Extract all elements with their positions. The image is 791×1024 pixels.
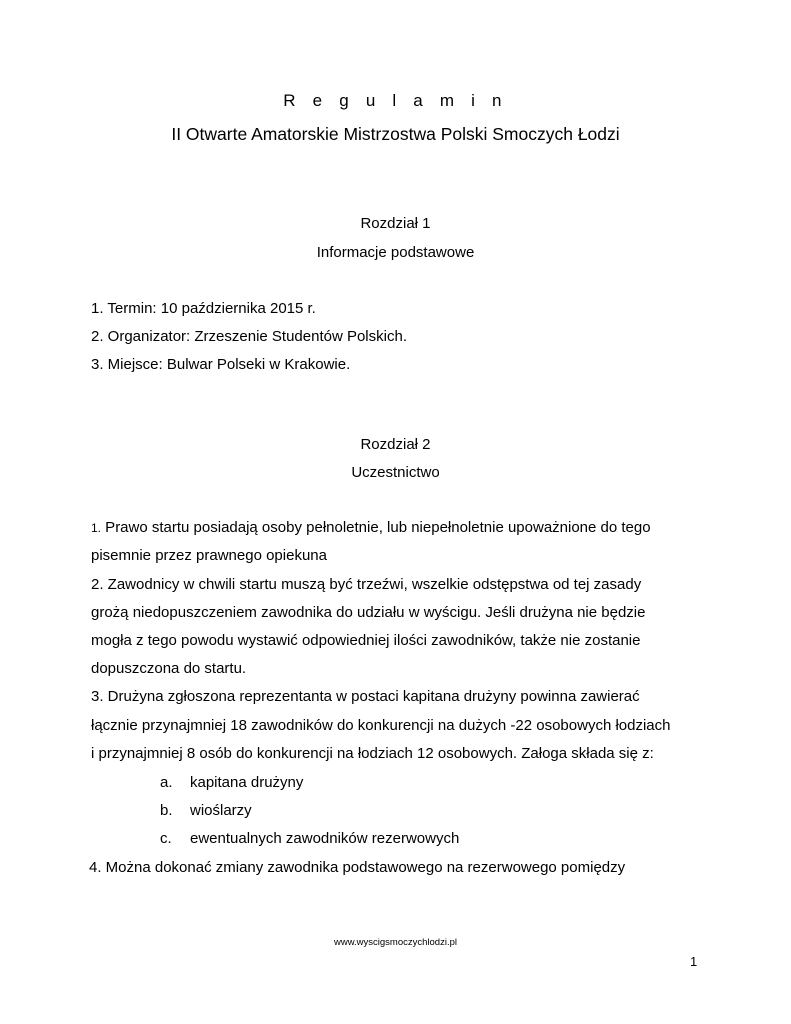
chapter-2-item-1-line-2: pisemnie przez prawnego opiekuna [91, 547, 327, 564]
chapter-2-item-3-subitem-b [160, 802, 252, 819]
document-title-spaced: R e g u l a m i n [283, 91, 508, 110]
chapter-2-item-2-line-2: grożą niedopuszczeniem zawodnika do udziału w wyścigu. Jeśli drużyna nie będzie [91, 604, 646, 621]
footer-website-url: www.wyscigsmoczychlodzi.pl [333, 937, 457, 948]
chapter-1-subheading: Informacje podstawowe [316, 244, 475, 261]
document-title-main: II Otwarte Amatorskie Mistrzostwa Polski Smoczych Łodzi [171, 124, 620, 144]
chapter-2-heading: Rozdział 2 [360, 436, 431, 453]
chapter-2-item-2-line-4: dopuszczona do startu. [91, 660, 247, 677]
chapter-2-item-3-line-3: i przynajmniej 8 osób do konkurencji na łodziach 12 osobowych. Załoga składa się z: [91, 745, 654, 762]
chapter-1-item-1: 1. Termin: 10 października 2015 r. [91, 300, 316, 317]
chapter-1-item-2: 2. Organizator: Zrzeszenie Studentów Polskich. [91, 328, 407, 345]
chapter-2-item-1-text: Prawo startu posiadają osoby pełnoletnie, lub niepełnoletnie upoważnione do tego [101, 519, 651, 536]
subitem-text: kapitana drużyny [190, 774, 304, 791]
chapter-2-item-3-subitem-a [160, 774, 303, 791]
chapter-2-item-3-line-1: 3. Drużyna zgłoszona reprezentanta w postaci kapitana drużyny powinna zawierać [91, 688, 640, 705]
subitem-text: wioślarzy [190, 802, 252, 819]
subitem-letter: a. [160, 774, 173, 791]
chapter-2-item-2-line-3: mogła z tego powodu wystawić odpowiedniej ilości zawodników, także nie zostanie [91, 632, 641, 649]
chapter-2-subheading: Uczestnictwo [351, 464, 440, 481]
chapter-2-item-1-number: 1. [91, 521, 102, 535]
subitem-text: ewentualnych zawodników rezerwowych [190, 830, 460, 847]
chapter-2-item-4-line-1: 4. Można dokonać zmiany zawodnika podstawowego na rezerwowego pomiędzy [89, 859, 626, 876]
chapter-1-heading: Rozdział 1 [360, 215, 431, 232]
subitem-letter: c. [160, 830, 172, 847]
chapter-1-item-3: 3. Miejsce: Bulwar Polseki w Krakowie. [91, 356, 351, 373]
chapter-2-item-3-line-2: łącznie przynajmniej 18 zawodników do konkurencji na dużych -22 osobowych łodziach [91, 717, 671, 734]
chapter-2-item-2-line-1: 2. Zawodnicy w chwili startu muszą być trzeźwi, wszelkie odstępstwa od tej zasady [91, 576, 642, 593]
chapter-2-item-3-subitem-c [160, 830, 459, 847]
chapter-2-item-1-line-1 [91, 519, 651, 536]
subitem-letter: b. [160, 802, 173, 819]
page-number: 1 [690, 954, 698, 969]
